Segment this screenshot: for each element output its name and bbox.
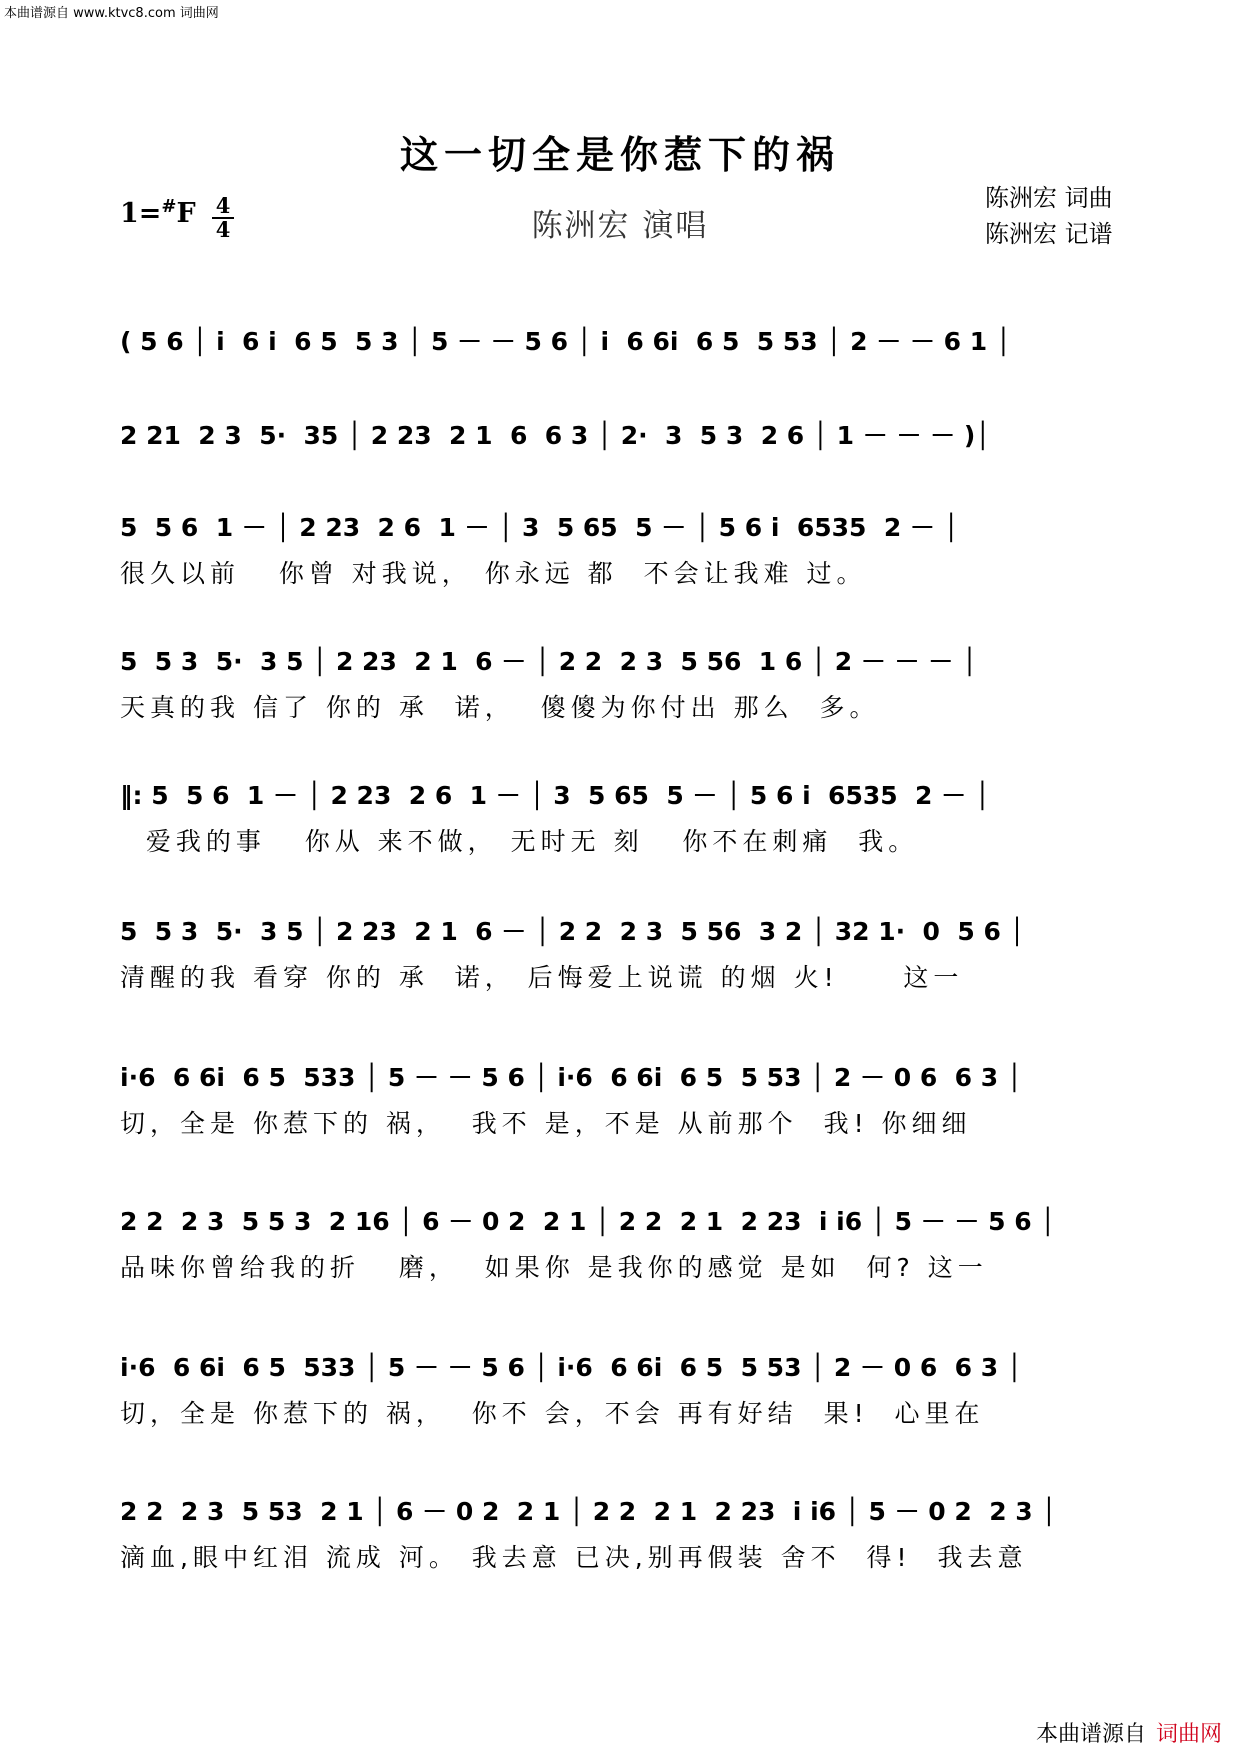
score-system-6 <box>120 912 1130 994</box>
notation-line: 5 5 3 5· 3 5 │ 2 23 2 1 6 － │ 2 2 2 3 5 56 3 2 │ 32 1· 0 5 6 │ <box>120 917 1025 946</box>
credit-transcriber: 陈洲宏 记谱 <box>985 220 1113 248</box>
sharp-sign: # <box>161 196 177 217</box>
song-title: 这一切全是你惹下的祸 <box>399 132 840 177</box>
score-system-3 <box>120 508 1130 590</box>
score-system-1 <box>120 322 1130 368</box>
footer-watermark <box>1036 1717 1222 1748</box>
notation-line: 5 5 3 5· 3 5 │ 2 23 2 1 6 － │ 2 2 2 3 5 56 1 6 │ 2 － － － │ <box>120 647 978 676</box>
notation-line: ( 5 6 │ i 6 i 6 5 5 3 │ 5 － － 5 6 │ i 6 6i 6 5 5 53 │ 2 － － 6 1 │ <box>120 327 1011 356</box>
footer-source-text: 本曲谱源自 <box>1035 1722 1146 1747</box>
notation-line: i·6 6 6i 6 5 533 │ 5 － － 5 6 │ i·6 6 6i 6 5 5 53 │ 2 － 0 6 6 3 │ <box>120 1353 1022 1382</box>
score-system-8 <box>120 1202 1130 1284</box>
key-prefix: 1= <box>120 198 162 229</box>
lyrics-line: 天真的我 信了 你的 承 诺， 傻傻为你付出 那么 多。 <box>120 693 880 722</box>
notation-line: 5 5 6 1 － │ 2 23 2 6 1 － │ 3 5 65 5 － │ 5 6 i 6535 2 － │ <box>120 513 959 542</box>
lyrics-line: 切，全是 你惹下的 祸， 我不 是，不是 从前那个 我! 你细细 <box>120 1109 972 1138</box>
notation-line: ‖: 5 5 6 1 － │ 2 23 2 6 1 － │ 3 5 65 5 － │ 5 6 i 6535 2 － │ <box>120 781 990 810</box>
score-system-7 <box>120 1058 1130 1140</box>
key-note: F <box>176 198 196 229</box>
score-system-2 <box>120 416 1130 462</box>
credit-lyrics-music: 陈洲宏 词曲 <box>985 184 1113 212</box>
lyrics-line: 清醒的我 看穿 你的 承 诺， 后悔爱上说谎 的烟 火! 这一 <box>120 963 964 992</box>
meter-top: 4 <box>215 193 231 218</box>
score-system-10 <box>120 1492 1130 1574</box>
score-system-9 <box>120 1348 1130 1430</box>
notation-line: 2 2 2 3 5 53 2 1 │ 6 － 0 2 2 1 │ 2 2 2 1 2 23 i i6 │ 5 － 0 2 2 3 │ <box>120 1497 1057 1526</box>
lyrics-line: 滴血,眼中红泪 流成 河。 我去意 已决,别再假装 舍不 得! 我去意 <box>120 1543 1028 1572</box>
singer-credit: 陈洲宏 演唱 <box>531 208 709 244</box>
meter-bottom: 4 <box>215 217 231 242</box>
lyrics-line: 爱我的事 你从 来不做， 无时无 刻 你不在刺痛 我。 <box>120 827 919 856</box>
lyrics-line: 品味你曾给我的折 磨， 如果你 是我你的感觉 是如 何? 这一 <box>120 1253 988 1282</box>
score-system-4 <box>120 642 1130 724</box>
notation-line: i·6 6 6i 6 5 533 │ 5 － － 5 6 │ i·6 6 6i 6 5 5 53 │ 2 － 0 6 6 3 │ <box>120 1063 1022 1092</box>
lyrics-line: 切，全是 你惹下的 祸， 你不 会，不会 再有好结 果! 心里在 <box>120 1399 985 1428</box>
lyrics-line: 很久以前 你曾 对我说， 你永远 都 不会让我难 过。 <box>120 559 867 588</box>
notation-line: 2 2 2 3 5 5 3 2 16 │ 6 － 0 2 2 1 │ 2 2 2 1 2 23 i i6 │ 5 － － 5 6 │ <box>120 1207 1056 1236</box>
credits-block <box>985 180 1113 252</box>
score-system-5 <box>120 776 1130 858</box>
source-watermark-top: 本曲谱源自 www.ktvc8.com 词曲网 <box>4 6 219 21</box>
footer-site-name: 词曲网 <box>1155 1722 1222 1747</box>
notation-line: 2 21 2 3 5· 35 │ 2 23 2 1 6 6 3 │ 2· 3 5 3 2 6 │ 1 － － － )│ <box>120 421 991 450</box>
